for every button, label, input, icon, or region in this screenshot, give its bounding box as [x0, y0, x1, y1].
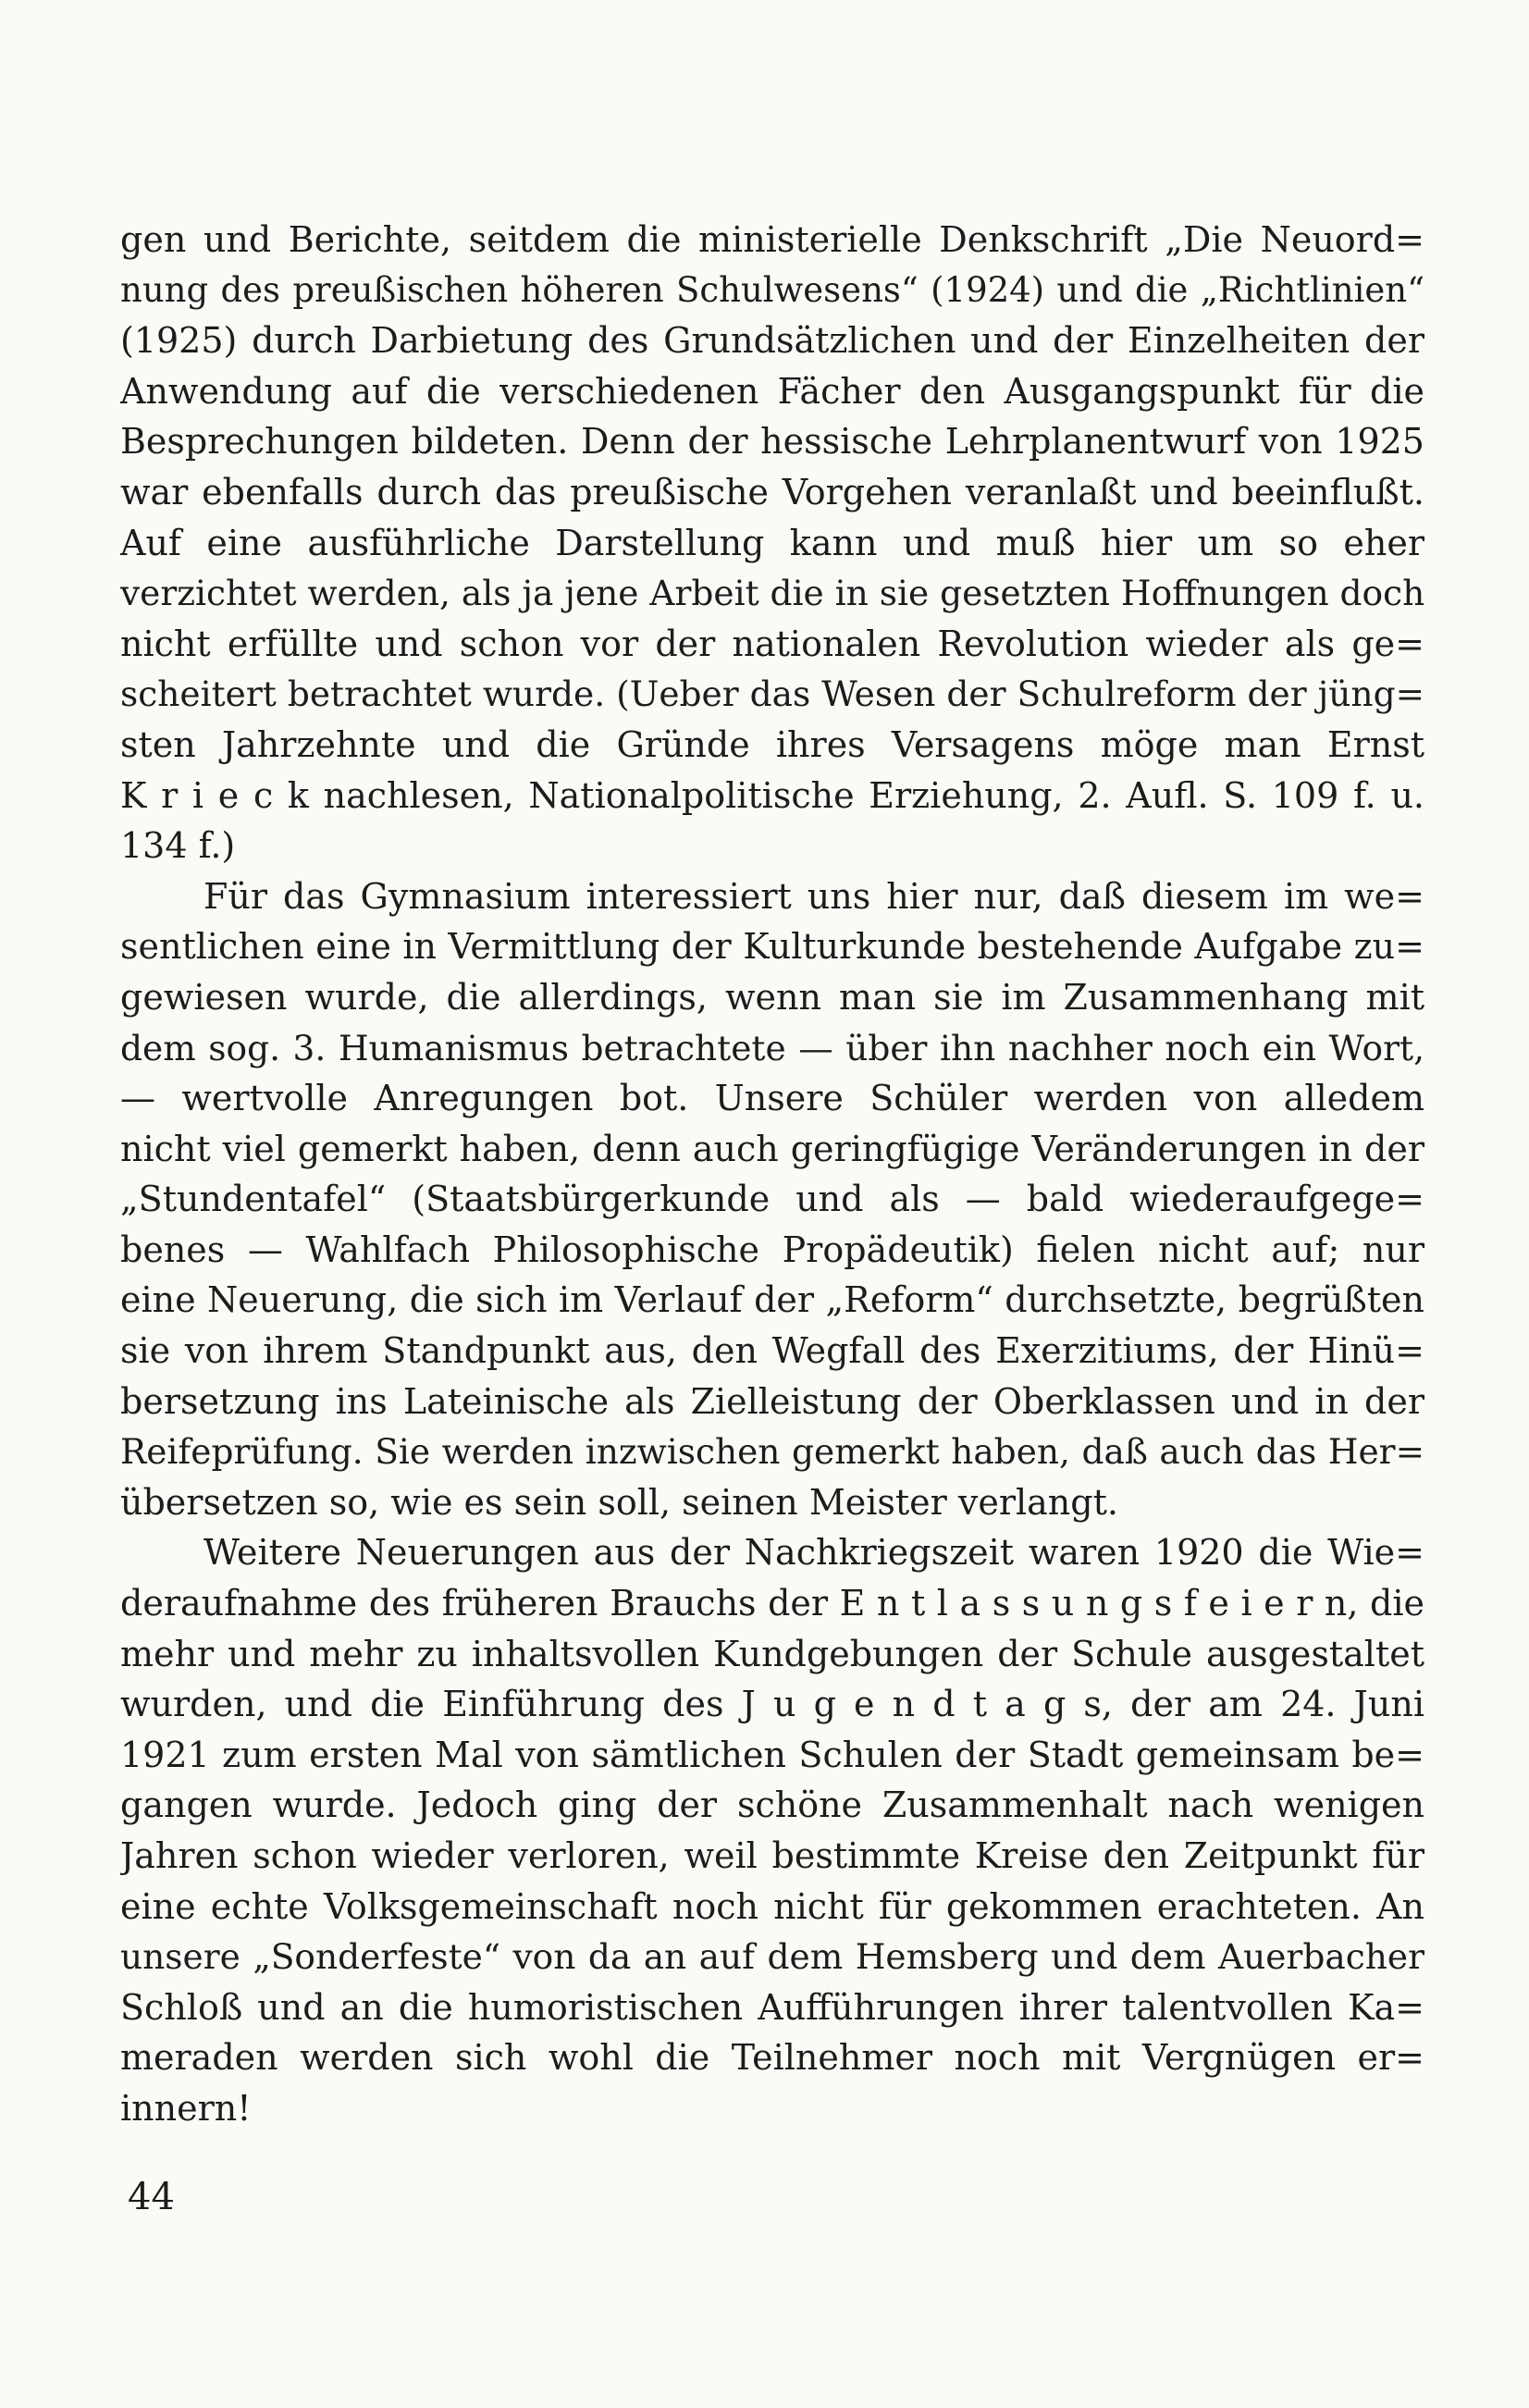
text-line: K r i e c k nachlesen, Nationalpolitische Erziehung, 2. Aufl. S. 109 f. u.	[120, 774, 1424, 816]
text-line: Schloß und an die humoristischen Aufführungen ihrer talentvollen Ka=	[120, 1986, 1424, 2028]
text-line: unsere „Sonderfeste“ von da an auf dem Hemsberg und dem Auerbacher	[120, 1936, 1424, 1978]
text-line: innern!	[120, 2087, 252, 2129]
text-line: gewiesen wurde, die allerdings, wenn man sie im Zusammenhang mit	[120, 976, 1424, 1018]
text-line: Reifeprüfung. Sie werden inzwischen gemerkt haben, daß auch das Her=	[120, 1431, 1424, 1473]
text-line: meraden werden sich wohl die Teilnehmer noch mit Vergnügen er=	[120, 2037, 1424, 2079]
body-text	[120, 215, 1424, 2134]
text-line: übersetzen so, wie es sein soll, seinen Meister verlangt.	[120, 1481, 1118, 1523]
text-line: Für das Gymnasium interessiert uns hier nur, daß diesem im we=	[203, 875, 1424, 917]
text-line: scheitert betrachtet wurde. (Ueber das Wesen der Schulreform der jüng=	[120, 673, 1424, 715]
text-line: sentlichen eine in Vermittlung der Kulturkunde bestehende Aufgabe zu=	[120, 926, 1424, 968]
text-line: nicht viel gemerkt haben, denn auch geringfügige Veränderungen in der	[120, 1128, 1424, 1169]
text-line: war ebenfalls durch das preußische Vorgehen veranlaßt und beeinflußt.	[120, 471, 1424, 512]
text-line: „Stundentafel“ (Staatsbürgerkunde und als — bald wiederaufgege=	[120, 1179, 1424, 1220]
text-line: Besprechungen bildeten. Denn der hessische Lehrplanentwurf von 1925	[120, 421, 1424, 463]
text-line: nicht erfüllte und schon vor der nationalen Revolution wieder als ge=	[120, 623, 1424, 664]
text-line: sten Jahrzehnte und die Gründe ihres Versagens möge man Ernst	[120, 723, 1424, 765]
text-line: eine Neuerung, die sich im Verlauf der „Reform“ durchsetzte, begrüßten	[120, 1279, 1424, 1321]
text-line: 1921 zum ersten Mal von sämtlichen Schulen der Stadt gemeinsam be=	[120, 1734, 1424, 1775]
paragraph-2	[120, 871, 1424, 1528]
text-line: Jahren schon wieder verloren, weil bestimmte Kreise den Zeitpunkt für	[120, 1835, 1424, 1876]
text-line: Weitere Neuerungen aus der Nachkriegszeit waren 1920 die Wie=	[203, 1532, 1424, 1574]
paragraph-1	[120, 215, 1424, 871]
page-number: 44	[128, 2176, 175, 2218]
text-line: sie von ihrem Standpunkt aus, den Wegfall des Exerzitiums, der Hinü=	[120, 1330, 1424, 1372]
paragraph-3	[120, 1527, 1424, 2133]
text-line: eine echte Volksgemeinschaft noch nicht für gekommen erachteten. An	[120, 1885, 1424, 1927]
text-line: benes — Wahlfach Philosophische Propädeutik) fielen nicht auf; nur	[120, 1229, 1424, 1270]
text-line: verzichtet werden, als ja jene Arbeit die in sie gesetzten Hoffnungen doch	[120, 573, 1424, 614]
text-line: wurden, und die Einführung des J u g e n d t a g s, der am 24. Juni	[120, 1684, 1424, 1725]
text-line: nung des preußischen höheren Schulwesens“ (1924) und die „Richtlinien“	[120, 269, 1424, 310]
text-line: Auf eine ausführliche Darstellung kann und muß hier um so eher	[120, 522, 1424, 563]
text-line: mehr und mehr zu inhaltsvollen Kundgebungen der Schule ausgestaltet	[120, 1633, 1424, 1674]
text-line: dem sog. 3. Humanismus betrachtete — über ihn nachher noch ein Wort,	[120, 1027, 1424, 1068]
text-line: deraufnahme des früheren Brauchs der E n t l a s s u n g s f e i e r n, die	[120, 1583, 1424, 1624]
text-line: — wertvolle Anregungen bot. Unsere Schüler werden von alledem	[120, 1078, 1424, 1119]
text-line: (1925) durch Darbietung des Grundsätzlichen und der Einzelheiten der	[120, 320, 1424, 362]
text-line: Anwendung auf die verschiedenen Fächer den Ausgangspunkt für die	[120, 370, 1424, 412]
text-line: bersetzung ins Lateinische als Zielleistung der Oberklassen und in der	[120, 1380, 1424, 1422]
text-line: gen und Berichte, seitdem die ministerielle Denkschrift „Die Neuord=	[120, 219, 1424, 260]
text-line: 134 f.)	[120, 825, 236, 867]
text-line: gangen wurde. Jedoch ging der schöne Zusammenhalt nach wenigen	[120, 1784, 1424, 1826]
